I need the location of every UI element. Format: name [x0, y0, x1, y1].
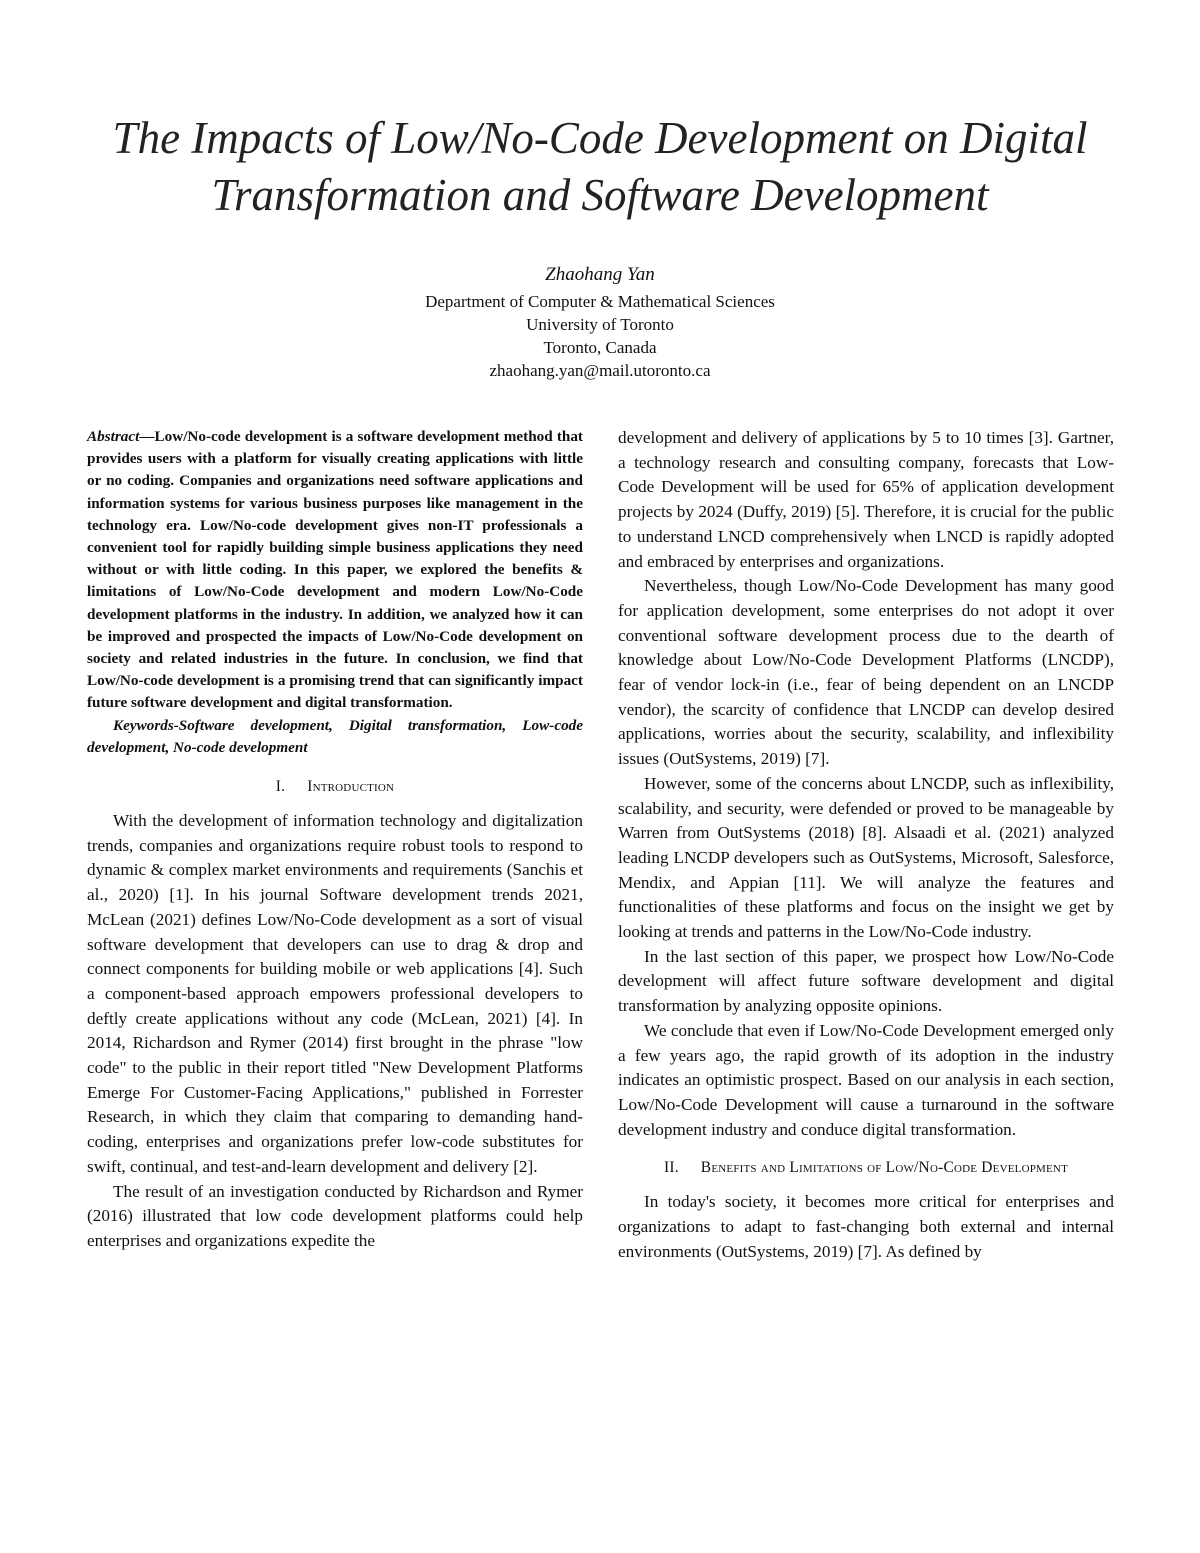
abstract-text: —Low/No-code development is a software development method that provides users with a platform for visually creating applications with little or no coding. Companies and organizations need software applications and information systems for various business purposes like management in the technology era. Low/No-code development gives non-IT professionals a convenient tool for rapidly building simple business applications they need without or with little coding. In this paper, we explored the benefits & limitations of Low/No-Code development and modern Low/No-Code development platforms in the industry. In addition, we analyzed how it can be improved and prospected the impacts of Low/No-Code development on society and related industries in the future. In conclusion, we find that Low/No-code development is a promising trend that can significantly impact future software development and digital transformation. — [87, 428, 583, 712]
paragraph: With the development of information technology and digitalization trends, companies and organizations require robust tools to respond to dynamic & complex market environments and requirements (Sanchis et al., 2020) [1]. In his journal Software development trends 2021, McLean (2021) defines Low/No-Code development as a sort of visual software development that developers can use to drag & drop and connect components for building mobile or web applications [4]. Such a component-based approach empowers professional developers to deftly create applications without any code (McLean, 2021) [4]. In 2014, Richardson and Rymer (2014) first brought in the phrase "low code" to the public in their report titled "New Development Platforms Emerge For Customer-Facing Applications," published in Forrester Research, in which they claim that comparing to demanding hand-coding, enterprises and organizations prefer low-code substitutes for swift, continual, and test-and-learn development and delivery [2]. — [87, 811, 583, 1176]
paragraph: We conclude that even if Low/No-Code Development emerged only a few years ago, the rapid growth of its adoption in the industry indicates an optimistic prospect. Based on our analysis in each section, Low/No-Code Development will cause a turnaround in the software development industry and conduce digital transformation. — [618, 1020, 1114, 1139]
affiliation-location: Toronto, Canada — [543, 338, 657, 357]
right-column — [618, 426, 1114, 1265]
affiliation-department: Department of Computer & Mathematical Sciences — [425, 292, 775, 311]
paragraph: The result of an investigation conducted by Richardson and Rymer (2016) illustrated that low code development platforms could help enterprises and organizations expedite the — [87, 1181, 583, 1250]
affiliation-university: University of Toronto — [526, 315, 674, 334]
section-number: I. — [275, 778, 286, 796]
paragraph: In the last section of this paper, we prospect how Low/No-Code development will affect future software development and digital transformation by analyzing opposite opinions. — [618, 946, 1114, 1016]
section-number: II. — [663, 1159, 679, 1177]
section-heading-introduction — [87, 775, 583, 799]
section-title: Benefits and Limitations of Low/No-Code Development — [700, 1159, 1068, 1177]
paragraph: In today's society, it becomes more critical for enterprises and organizations to adapt to fast-changing both external and internal environments (OutSystems, 2019) [7]. As defined by — [618, 1192, 1114, 1261]
abstract — [87, 426, 583, 715]
left-column — [87, 426, 583, 1254]
paper-title: The Impacts of Low/No-Code Development on Digital Transformation and Software Development — [112, 113, 1088, 220]
section-heading-benefits-limitations — [618, 1156, 1114, 1180]
author-name: Zhaohang Yan — [545, 264, 655, 285]
paragraph: Nevertheless, though Low/No-Code Development has many good for application development, some enterprises do not adopt it over conventional software development process due to the dearth of knowledge about Low/No-Code Development Platforms (LNCDP), fear of vendor lock-in (i.e., fear of being dependent on an LNCDP vendor), the scarcity of confidence that LNCDP can develop desired applications, worries about the security, scalability, and inflexibility issues (OutSystems, 2019) [7]. — [618, 576, 1114, 769]
section-title: Introduction — [307, 778, 395, 796]
abstract-lead: Abstract — [87, 428, 140, 445]
author-block — [300, 262, 900, 382]
paragraph-continuation: development and delivery of applications by 5 to 10 times [3]. Gartner, a technology research and consulting company, forecasts that Low-Code Development will be used for 65% of application development projects by 2024 (Duffy, 2019) [5]. Therefore, it is crucial for the public to understand LNCD comprehensively when LNCD is rapidly adopted and embraced by enterprises and organizations. — [618, 428, 1114, 571]
keywords: Keywords-Software development, Digital transformation, Low-code development, No-code development — [87, 716, 583, 756]
paragraph: However, some of the concerns about LNCDP, such as inflexibility, scalability, and security, were defended or proved to be manageable by Warren from OutSystems (2018) [8]. Alsaadi et al. (2021) analyzed leading LNCDP developers such as OutSystems, Microsoft, Salesforce, Mendix, and Appian [11]. We will analyze the features and functionalities of these platforms and focus on the insight we get by looking at trends and patterns in the Low/No-Code industry. — [618, 773, 1114, 942]
author-email: zhaohang.yan@mail.utoronto.ca — [489, 361, 711, 380]
